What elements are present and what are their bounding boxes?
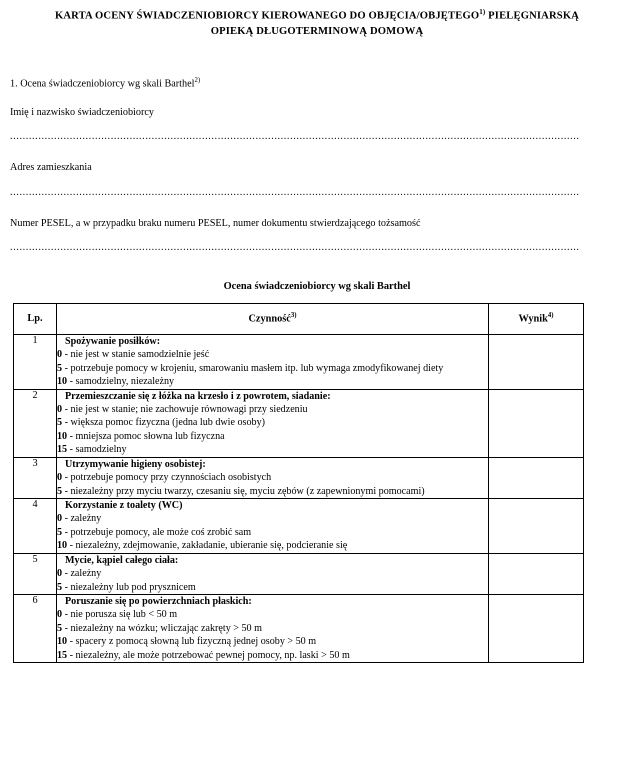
- score-value: 0: [57, 472, 63, 484]
- table-body: [14, 334, 584, 662]
- row-number-cell: 2: [14, 389, 57, 457]
- score-value: 15: [57, 444, 68, 456]
- score-value: 0: [57, 513, 63, 525]
- activity-score-option: [57, 471, 488, 484]
- result-input-cell[interactable]: [489, 553, 584, 594]
- score-description: - większa pomoc fizyczna (jedna lub dwie osoby): [62, 417, 265, 429]
- result-input-cell[interactable]: [489, 594, 584, 662]
- score-value: 10: [57, 540, 68, 552]
- column-header-activity-footnote-marker: 3): [290, 312, 297, 320]
- activity-score-option: [57, 443, 488, 456]
- column-header-activity: [57, 303, 489, 334]
- activity-cell: [57, 594, 489, 662]
- score-description: - nie jest w stanie samodzielnie jeść: [62, 349, 210, 361]
- activity-score-option: [57, 485, 488, 498]
- page-title: [10, 0, 624, 39]
- score-value: 0: [57, 609, 63, 621]
- activity-score-option: [57, 362, 488, 375]
- score-value: 10: [57, 376, 68, 388]
- activity-score-option: [57, 567, 488, 580]
- score-value: 5: [57, 581, 63, 593]
- activity-score-option: [57, 649, 488, 662]
- column-header-lp: Lp.: [14, 303, 57, 334]
- result-input-cell[interactable]: [489, 498, 584, 553]
- section-item-number-text: 1. Ocena świadczeniobiorcy wg skali Barthel: [10, 77, 195, 89]
- pesel-field-input-line[interactable]: .....................................................................................................................................................................................: [10, 242, 580, 253]
- score-value: 5: [57, 526, 63, 538]
- score-description: - zależny: [62, 513, 102, 525]
- row-number-cell: 3: [14, 457, 57, 498]
- activity-score-option: [57, 416, 488, 429]
- score-description: - spacery z pomocą słowną lub fizyczną jednej osoby > 50 m: [67, 636, 317, 648]
- row-number-cell: 5: [14, 553, 57, 594]
- name-field-input-line[interactable]: .....................................................................................................................................................................................: [10, 132, 580, 143]
- pesel-field-label: Numer PESEL, a w przypadku braku numeru PESEL, numer dokumentu stwierdzającego tożsamość: [10, 217, 421, 229]
- intro-section: [10, 77, 624, 255]
- table-row: [14, 334, 584, 389]
- activity-title: Przemieszczanie się z łóżka na krzesło i z powrotem, siadanie:: [65, 390, 331, 402]
- activity-score-option: [57, 375, 488, 388]
- table-row: [14, 594, 584, 662]
- activity-title: Korzystanie z toalety (WC): [65, 499, 183, 511]
- result-input-cell[interactable]: [489, 334, 584, 389]
- column-header-activity-text: Czynność: [248, 313, 291, 325]
- page-title-line-1-tail: PIELĘGNIARSKĄ: [485, 10, 580, 22]
- score-value: 5: [57, 622, 63, 634]
- result-input-cell[interactable]: [489, 389, 584, 457]
- score-description: - mniejsza pomoc słowna lub fizyczna: [67, 430, 225, 442]
- activity-title: Mycie, kąpiel całego ciała:: [65, 554, 179, 566]
- score-value: 5: [57, 417, 63, 429]
- table-row: [14, 498, 584, 553]
- activity-score-option: [57, 581, 488, 594]
- score-description: - zależny: [62, 568, 102, 580]
- activity-score-option: [57, 622, 488, 635]
- score-value: 0: [57, 404, 63, 416]
- activity-cell: [57, 553, 489, 594]
- column-header-result-footnote-marker: 4): [547, 312, 554, 320]
- score-description: - nie jest w stanie; nie zachowuje równowagi przy siedzeniu: [62, 404, 308, 416]
- score-value: 5: [57, 485, 63, 497]
- row-number-cell: 6: [14, 594, 57, 662]
- activity-score-option: [57, 348, 488, 361]
- score-description: - samodzielny, niezależny: [67, 376, 175, 388]
- activity-cell: [57, 457, 489, 498]
- column-header-result-text: Wynik: [518, 313, 548, 325]
- score-description: - potrzebuje pomocy przy czynnościach osobistych: [62, 472, 272, 484]
- activity-score-option: [57, 512, 488, 525]
- column-header-result: [489, 303, 584, 334]
- result-input-cell[interactable]: [489, 457, 584, 498]
- name-field-label: Imię i nazwisko świadczeniobiorcy: [10, 107, 154, 119]
- activity-score-option: [57, 403, 488, 416]
- table-row: [14, 389, 584, 457]
- page-title-line-2: OPIEKĄ DŁUGOTERMINOWĄ DOMOWĄ: [210, 25, 424, 37]
- activity-cell: [57, 498, 489, 553]
- table-row: [14, 457, 584, 498]
- score-description: - potrzebuje pomocy, ale może coś zrobić sam: [62, 526, 252, 538]
- activity-title: Utrzymywanie higieny osobistej:: [65, 458, 206, 470]
- score-description: - niezależny na wózku; wliczając zakręty > 50 m: [62, 622, 262, 634]
- section-item-footnote-marker-2: 2): [194, 76, 201, 84]
- score-description: - niezależny, zdejmowanie, zakładanie, ubieranie się, podcieranie się: [67, 540, 348, 552]
- section-item-number: [10, 77, 624, 91]
- score-value: 0: [57, 349, 63, 361]
- activity-score-option: [57, 608, 488, 621]
- row-number-cell: 1: [14, 334, 57, 389]
- table-header: [14, 303, 584, 334]
- score-description: - samodzielny: [67, 444, 127, 456]
- activity-score-option: [57, 635, 488, 648]
- page-title-footnote-marker-1: 1): [479, 8, 486, 16]
- address-field-label: Adres zamieszkania: [10, 162, 92, 174]
- row-number-cell: 4: [14, 498, 57, 553]
- activity-score-option: [57, 526, 488, 539]
- score-description: - nie porusza się lub < 50 m: [62, 609, 178, 621]
- barthel-scale-table: [13, 303, 584, 663]
- address-field-input-line[interactable]: .....................................................................................................................................................................................: [10, 187, 580, 198]
- activity-cell: [57, 389, 489, 457]
- table-row: [14, 553, 584, 594]
- score-description: - niezależny, ale może potrzebować pewnej pomocy, np. laski > 50 m: [67, 649, 350, 661]
- table-header-row: [14, 303, 584, 334]
- activity-score-option: [57, 430, 488, 443]
- page-title-line-1: KARTA OCENY ŚWIADCZENIOBIORCY KIEROWANEGO DO OBJĘCIA/OBJĘTEGO: [54, 10, 480, 22]
- score-value: 15: [57, 649, 68, 661]
- activity-title: Poruszanie się po powierzchniach płaskich:: [65, 595, 252, 607]
- activity-title: Spożywanie posiłków:: [65, 335, 161, 347]
- activity-cell: [57, 334, 489, 389]
- score-description: - potrzebuje pomocy w krojeniu, smarowaniu masłem itp. lub wymaga zmodyfikowanej diety: [62, 362, 444, 374]
- activity-score-option: [57, 539, 488, 552]
- score-value: 0: [57, 568, 63, 580]
- barthel-section-heading: Ocena świadczeniobiorcy wg skali Barthel: [223, 280, 411, 292]
- score-description: - niezależny przy myciu twarzy, czesaniu się, myciu zębów (z zapewnionymi pomocami): [62, 485, 425, 497]
- score-value: 5: [57, 362, 63, 374]
- score-value: 10: [57, 636, 68, 648]
- score-value: 10: [57, 430, 68, 442]
- score-description: - niezależny lub pod prysznicem: [62, 581, 196, 593]
